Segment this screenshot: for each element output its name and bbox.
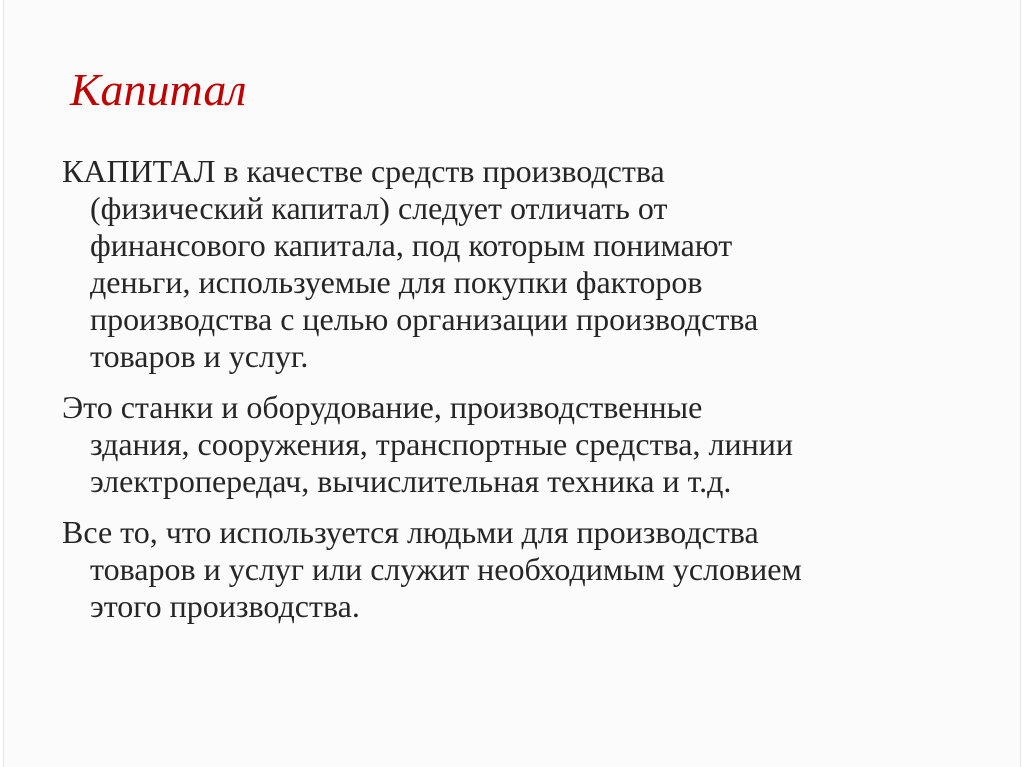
paragraph-capital-summary: Все то, что используется людьми для производства товаров и услуг или служит необходимым условием этого производства. bbox=[62, 514, 802, 624]
slide-title: Капитал bbox=[70, 64, 247, 115]
slide bbox=[3, 0, 1021, 767]
paragraph-capital-examples: Это станки и оборудование, производственные здания, сооружения, транспортные средства, линии электропередач, вычислительная техника и т.д. bbox=[62, 389, 793, 499]
slide-body bbox=[62, 153, 962, 639]
paragraph-capital-definition: КАПИТАЛ в качестве средств производства (физический капитал) следует отличать от финансового капитала, под которым понимают деньги, используемые для покупки факторов производства с целью организации производства товаров и услуг. bbox=[62, 153, 759, 374]
